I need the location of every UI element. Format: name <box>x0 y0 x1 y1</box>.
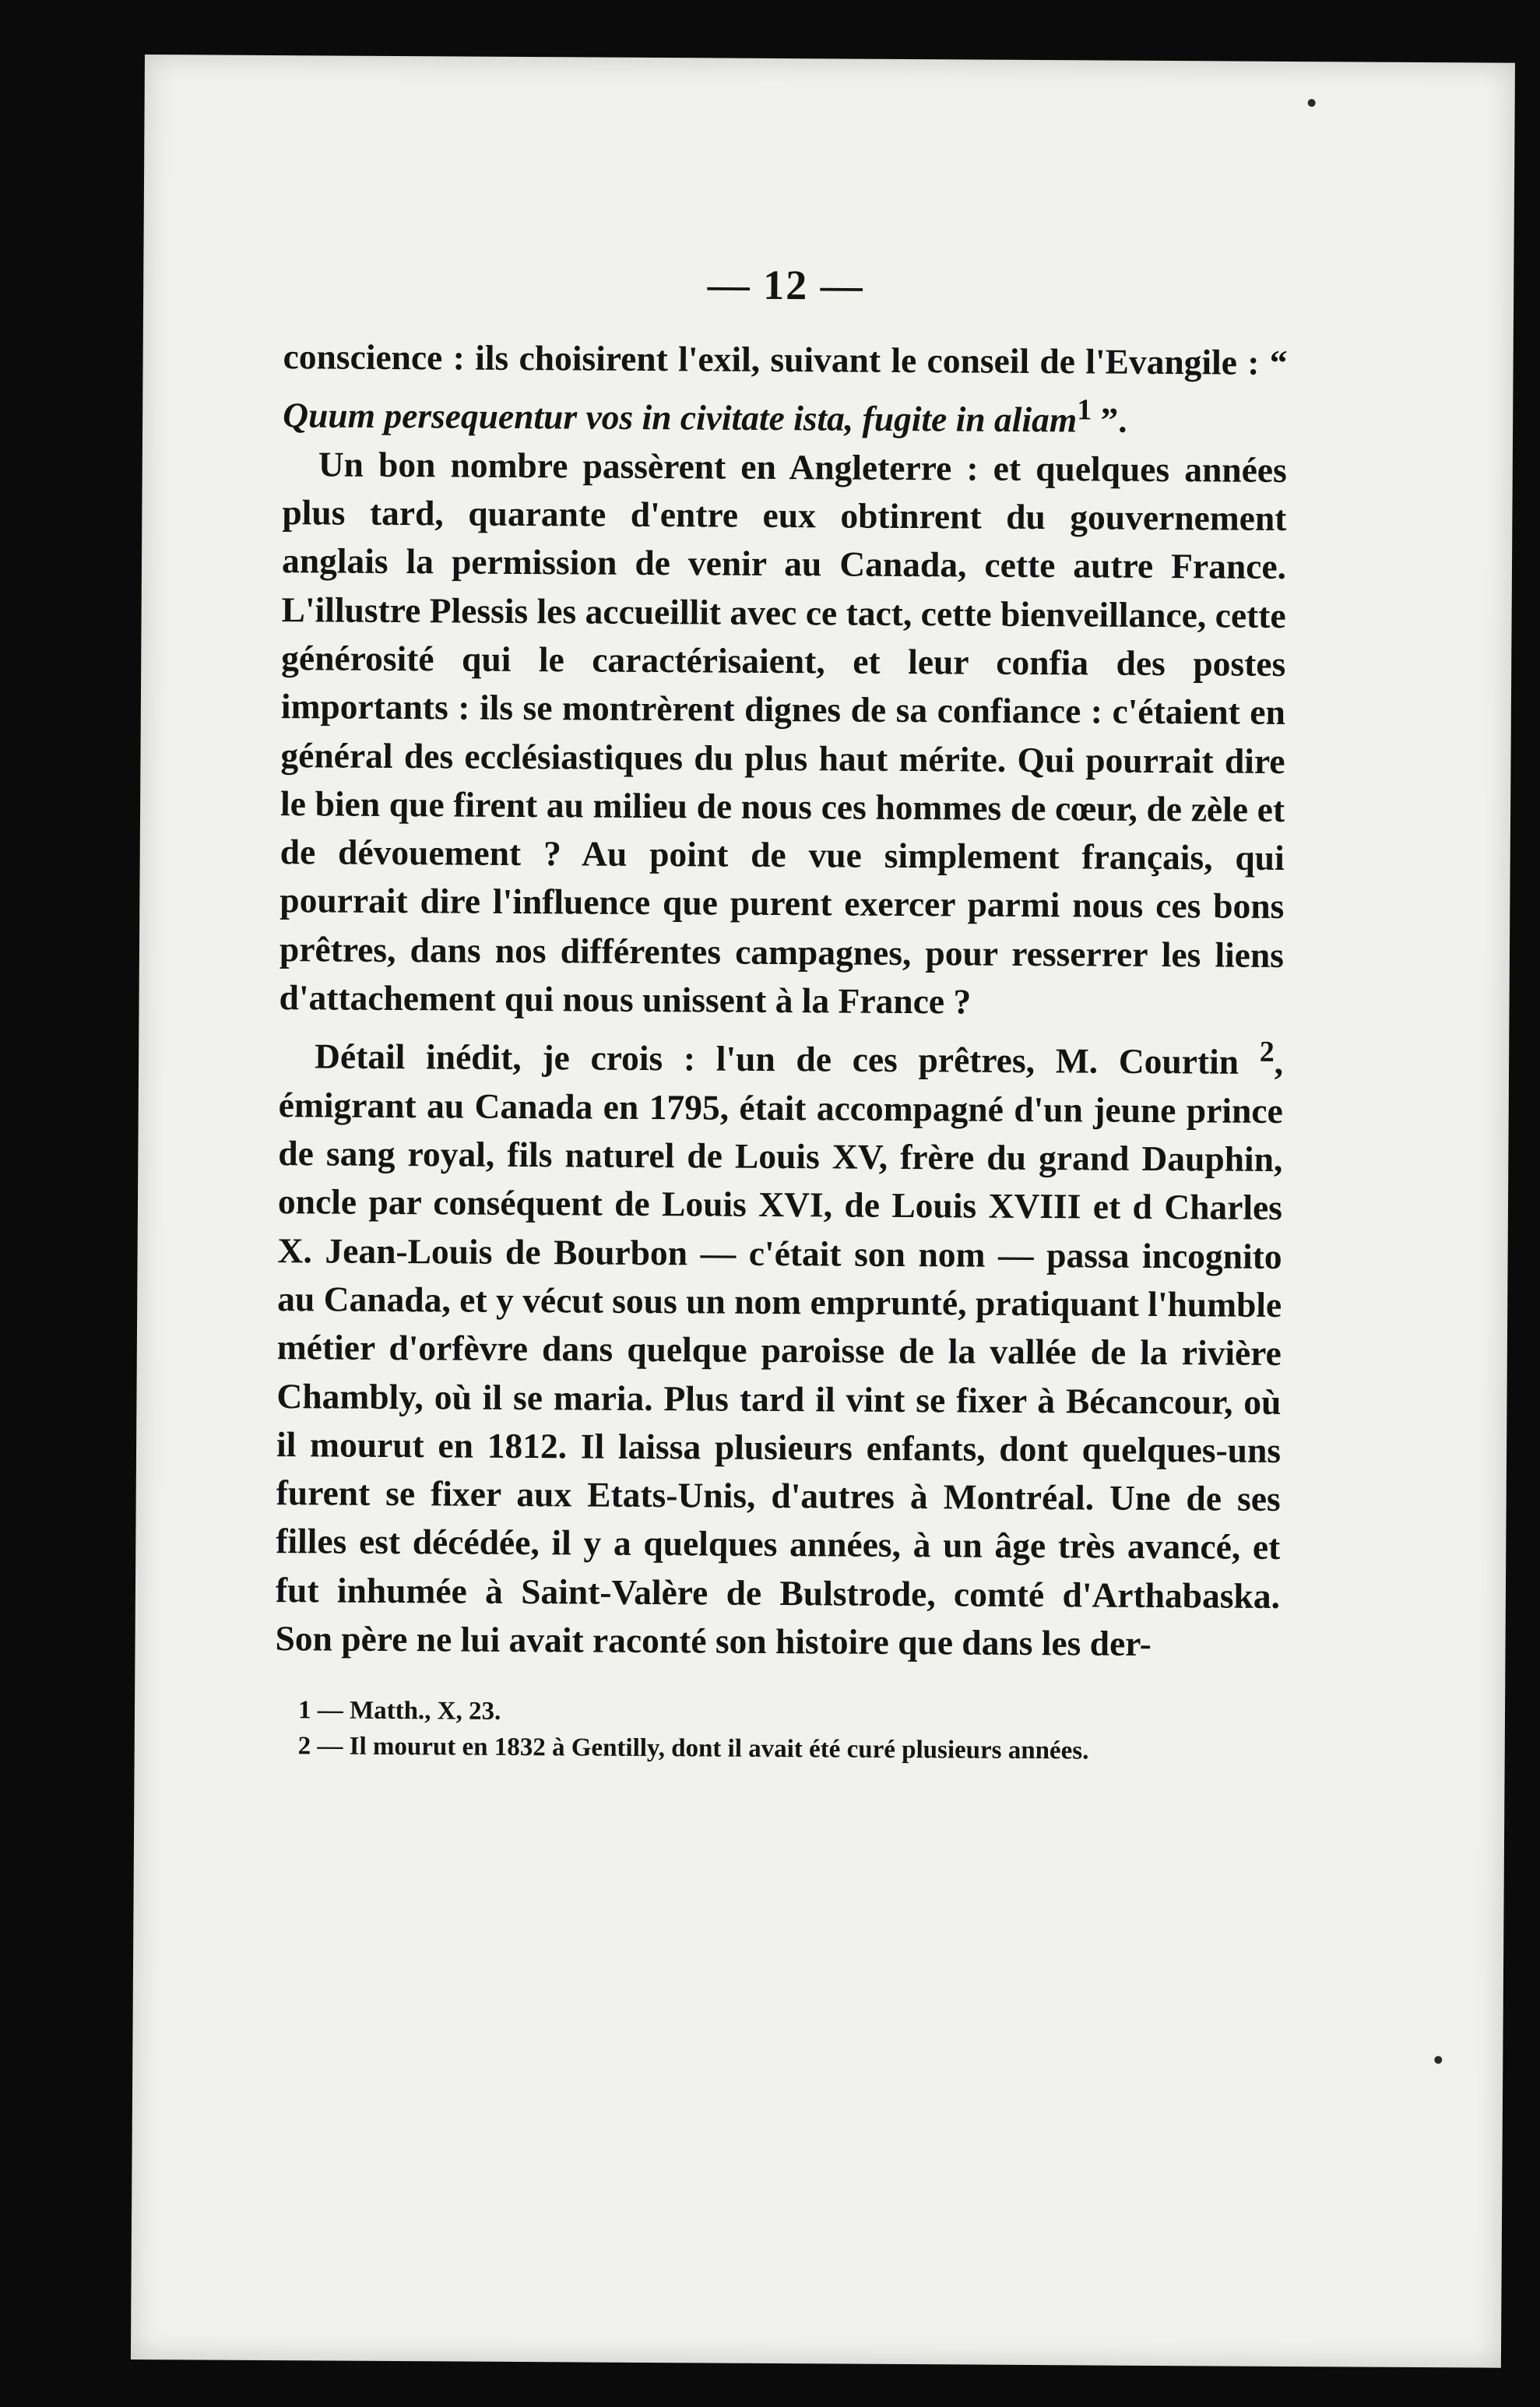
paragraph-3-text-b: , émigrant au Canada en 1795, était accompagné d'un jeune prince de sang royal, fils naturel de Louis XV, frère du grand Dauphin, oncle par conséquent de Louis XVI, de Louis XVIII et d Charles X. Jean-Louis de Bourbon — c'était son nom — passa incognito au Canada, et y vécut sous un nom emprunté, pratiquant l'humble métier d'orfèvre dans quelque paroisse de la vallée de la rivière Chambly, où il se maria. Plus tard il vint se fixer à Bécancour, où il mourut en 1812. Il laissa plusieurs enfants, dont quelques-uns furent se fixer aux Etats-Unis, d'autres à Montréal. Une de ses filles est décédée, il y a quelques années, à un âge très avancé, et fut inhumée à Saint-Valère de Bulstrode, comté d'Arthabaska. Son père ne lui avait raconté son histoire que dans les der- <box>275 1042 1284 1663</box>
footnote-ref-2: 2 <box>1259 1036 1275 1069</box>
footnote-ref-1: 1 <box>1077 393 1092 427</box>
paragraph-1 <box>283 333 1288 446</box>
paragraph-1-text: conscience : ils choisirent l'exil, suivant le conseil de l'Evangile : “ <box>283 336 1288 382</box>
footnotes <box>275 1692 1280 1770</box>
scanned-page <box>131 55 1515 2368</box>
footnote-2: 2 — Il mourut en 1832 à Gentilly, dont il avait été curé plusieurs années. <box>297 1732 1089 1765</box>
paragraph-2: Un bon nombre passèrent en Angleterre : et quelques années plus tard, quarante d'entre eux obtinrent du gouvernement anglais la permission de venir au Canada, cette autre France. L'illustre Plessis les accueillit avec ce tact, cette bienveillance, cette générosité qui le caractérisaient, et leur confia des postes importants : ils se montrèrent dignes de sa confiance : c'étaient en général des ecclésiastiques du plus haut mérite. Qui pourrait dire le bien que firent au milieu de nous ces hommes de cœur, de zèle et de dévouement ? Au point de vue simplement français, qui pourrait dire l'influence que purent exercer parmi nous ces bons prêtres, dans nos différentes campagnes, pour resserrer les liens d'attachement qui nous unissent à la France ? <box>279 444 1287 1022</box>
latin-quote: Quum persequentur vos in civitate ista, fugite in aliam <box>283 395 1078 440</box>
speck-mark <box>1308 99 1316 107</box>
paragraph-3 <box>275 1022 1283 1669</box>
paragraph-3-text-a: Détail inédit, je crois : l'un de ces prêtres, M. Courtin <box>314 1036 1260 1082</box>
speck-mark <box>1434 2056 1442 2064</box>
quote-close: ”. <box>1091 399 1127 441</box>
body-text <box>275 333 1287 1669</box>
page-content <box>275 258 1289 1770</box>
footnote-1: 1 — Matth., X, 23. <box>297 1696 501 1726</box>
page-number: — 12 — <box>707 261 864 309</box>
